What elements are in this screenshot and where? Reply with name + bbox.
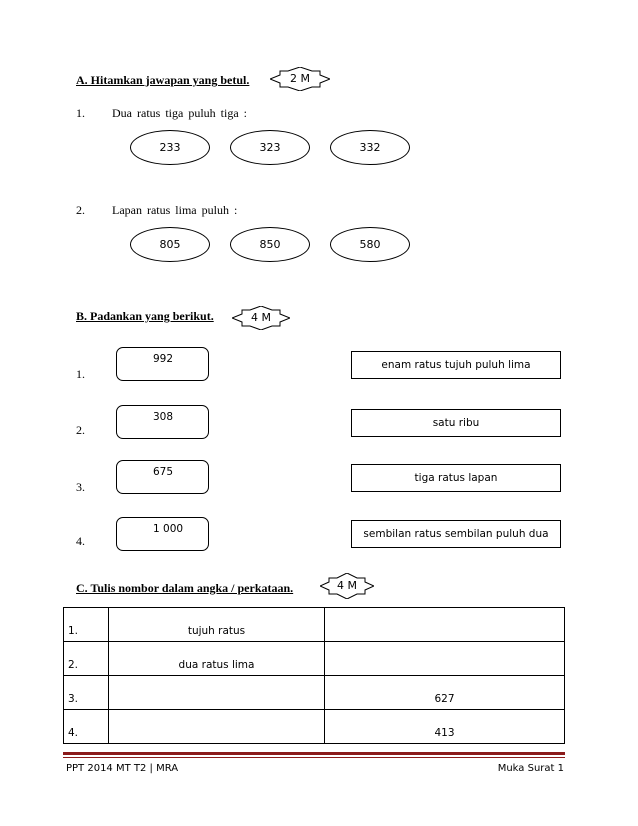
table-row-number: 3. [64,676,109,710]
footer-page-number: Muka Surat 1 [497,763,564,774]
match-number-box[interactable]: 1 000 [116,517,209,551]
match-number-box[interactable]: 675 [116,460,209,494]
table-row [64,642,565,676]
answer-option-oval[interactable]: 332 [330,130,410,165]
match-words-box[interactable]: enam ratus tujuh puluh lima [351,351,561,379]
question-text: Lapan ratus lima puluh : [112,203,238,217]
table-digits-cell[interactable]: 413 [325,710,565,744]
match-words-box[interactable]: tiga ratus lapan [351,464,561,492]
match-row-number: 1. [76,367,85,381]
question-number: 2. [76,203,85,217]
table-words-cell[interactable]: dua ratus lima [109,642,325,676]
section-c-marks-badge [320,573,374,599]
match-number-box[interactable]: 308 [116,405,209,439]
match-words-box[interactable]: satu ribu [351,409,561,437]
match-row-number: 4. [76,534,85,548]
section-a-heading: A. Hitamkan jawapan yang betul. [76,73,250,87]
match-words-box[interactable]: sembilan ratus sembilan puluh dua [351,520,561,548]
answer-option-oval[interactable]: 233 [130,130,210,165]
table-row [64,710,565,744]
question-text: Dua ratus tiga puluh tiga : [112,106,247,120]
table-digits-cell[interactable]: 627 [325,676,565,710]
section-c-heading: C. Tulis nombor dalam angka / perkataan. [76,581,294,595]
table-words-cell[interactable] [109,676,325,710]
conversion-table [63,607,565,744]
footer-rule-thick [63,752,565,755]
section-b-marks: 4 M [251,311,271,324]
table-row [64,608,565,642]
answer-option-oval[interactable]: 805 [130,227,210,262]
table-digits-cell[interactable] [325,642,565,676]
answer-option-oval[interactable]: 850 [230,227,310,262]
table-row [64,676,565,710]
match-row-number: 2. [76,423,85,437]
table-words-cell[interactable] [109,710,325,744]
section-a-marks: 2 M [290,72,310,85]
table-digits-cell[interactable] [325,608,565,642]
section-a-marks-badge [270,67,330,91]
table-row-number: 2. [64,642,109,676]
footer-left-text: PPT 2014 MT T2 | MRA [66,763,179,774]
footer-rule-thin [63,757,565,758]
match-row-number: 3. [76,480,85,494]
table-words-cell[interactable]: tujuh ratus [109,608,325,642]
answer-option-oval[interactable]: 580 [330,227,410,262]
table-row-number: 4. [64,710,109,744]
answer-option-oval[interactable]: 323 [230,130,310,165]
table-row-number: 1. [64,608,109,642]
section-c-marks: 4 M [337,579,357,592]
question-number: 1. [76,106,85,120]
section-b-marks-badge [232,306,290,330]
section-b-heading: B. Padankan yang berikut. [76,309,214,323]
match-number-box[interactable]: 992 [116,347,209,381]
